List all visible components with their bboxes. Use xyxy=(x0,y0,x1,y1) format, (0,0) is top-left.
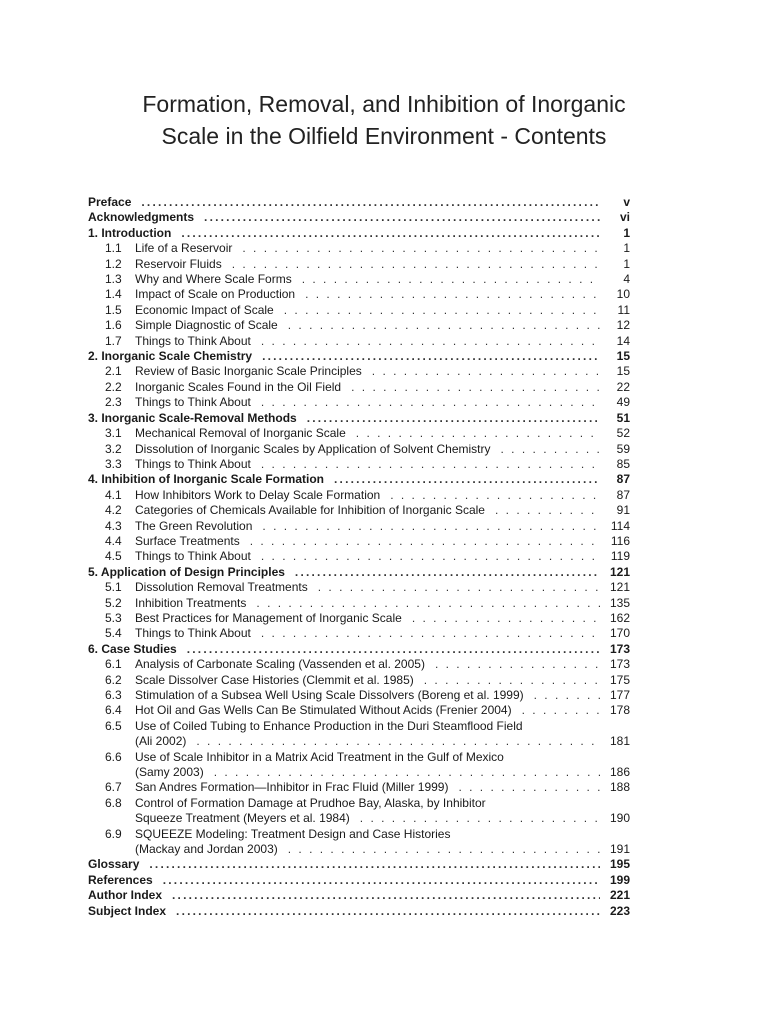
toc-section-row[interactable] xyxy=(88,380,630,395)
toc-entry-title: Best Practices for Management of Inorganic Scale xyxy=(135,610,402,625)
toc-section-number: 2.3 xyxy=(105,395,122,410)
toc-entry-title: Control of Formation Damage at Prudhoe Bay, Alaska, by Inhibitor xyxy=(135,795,486,810)
toc-section-number: 4.5 xyxy=(105,549,122,564)
toc-entry-title: Inhibition Treatments xyxy=(135,595,247,610)
toc-section-row[interactable] xyxy=(88,657,630,672)
toc-page-number: 22 xyxy=(616,379,630,394)
toc-page-number: 173 xyxy=(609,641,630,656)
toc-section-row[interactable] xyxy=(88,734,630,749)
toc-chapter-row[interactable] xyxy=(88,210,630,225)
toc-section-number: 6.2 xyxy=(105,672,122,687)
toc-page-number: 87 xyxy=(616,487,630,502)
toc-section-number: 2.2 xyxy=(105,379,122,394)
toc-chapter-row[interactable] xyxy=(88,195,630,210)
toc-page-number: 190 xyxy=(609,811,630,826)
toc-section-row[interactable] xyxy=(88,827,630,842)
toc-page-number: 10 xyxy=(616,287,630,302)
toc-page-number: 175 xyxy=(609,672,630,687)
toc-page-number: 11 xyxy=(617,302,630,317)
toc-entry-title: (Ali 2002) xyxy=(135,734,187,749)
toc-entry-title: 2. Inorganic Scale Chemistry xyxy=(88,349,253,364)
toc-entry-title: 3. Inorganic Scale-Removal Methods xyxy=(88,410,297,425)
toc-section-number: 6.1 xyxy=(105,657,122,672)
toc-section-number: 2.1 xyxy=(105,364,122,379)
toc-section-row[interactable] xyxy=(88,673,630,688)
toc-page-number: 191 xyxy=(609,842,630,857)
toc-section-number: 1.3 xyxy=(105,272,122,287)
toc-chapter-row[interactable] xyxy=(88,857,630,872)
toc-section-row[interactable] xyxy=(88,503,630,518)
toc-section-row[interactable] xyxy=(88,241,630,256)
toc-section-number: 1.5 xyxy=(105,302,122,317)
toc-chapter-row[interactable] xyxy=(88,642,630,657)
toc-page-number: 114 xyxy=(610,518,630,533)
toc-dot-leader xyxy=(534,688,600,703)
title-line-1: Formation, Removal, and Inhibition of Inorganic xyxy=(142,91,626,117)
toc-section-number: 6.9 xyxy=(105,826,122,841)
toc-section-row[interactable] xyxy=(88,811,630,826)
toc-section-row[interactable] xyxy=(88,272,630,287)
toc-dot-leader xyxy=(360,811,600,826)
toc-page-number: 186 xyxy=(609,765,630,780)
toc-chapter-row[interactable] xyxy=(88,565,630,580)
toc-section-number: 4.3 xyxy=(105,518,122,533)
toc-page-number: 177 xyxy=(609,688,630,702)
toc-entry-title: Hot Oil and Gas Wells Can Be Stimulated Without Acids (Frenier 2004) xyxy=(135,703,512,718)
toc-dot-leader xyxy=(435,657,600,672)
toc-entry-title: Dissolution Removal Treatments xyxy=(135,580,308,595)
toc-entry-title: Mechanical Removal of Inorganic Scale xyxy=(135,426,346,441)
toc-section-row[interactable] xyxy=(88,426,630,441)
toc-section-row[interactable] xyxy=(88,626,630,641)
toc-section-row[interactable] xyxy=(88,596,630,611)
toc-entry-title: 6. Case Studies xyxy=(88,641,177,656)
toc-dot-leader xyxy=(412,611,600,626)
page-title xyxy=(0,88,768,152)
toc-page-number: 91 xyxy=(616,503,630,518)
toc-entry-title: Economic Impact of Scale xyxy=(135,302,274,317)
toc-section-row[interactable] xyxy=(88,442,630,457)
toc-page-number: 1 xyxy=(623,225,630,240)
toc-page-number: 59 xyxy=(616,441,630,456)
toc-dot-leader xyxy=(288,842,600,857)
toc-dot-leader xyxy=(232,257,600,272)
toc-entry-title: Life of a Reservoir xyxy=(135,241,233,256)
toc-entry-title: Stimulation of a Subsea Well Using Scale Dissolvers (Boreng et al. 1999) xyxy=(135,688,524,702)
toc-page-number: 14 xyxy=(616,333,630,348)
toc-entry-title: Simple Diagnostic of Scale xyxy=(135,318,278,333)
title-line-2: Scale in the Oilfield Environment - Contents xyxy=(161,123,607,149)
toc-dot-leader xyxy=(181,226,600,241)
toc-entry-title: References xyxy=(88,872,153,887)
toc-section-number: 4.4 xyxy=(105,533,122,548)
toc-section-number: 5.3 xyxy=(105,610,122,625)
table-of-contents xyxy=(88,195,630,919)
toc-page-number: 1 xyxy=(623,256,630,271)
toc-section-number: 4.1 xyxy=(105,487,122,502)
toc-section-row[interactable] xyxy=(88,703,630,718)
toc-section-number: 5.2 xyxy=(105,595,122,610)
toc-chapter-row[interactable] xyxy=(88,411,630,426)
toc-page-number: v xyxy=(623,195,630,209)
toc-page-number: 85 xyxy=(616,456,630,471)
toc-chapter-row[interactable] xyxy=(88,349,630,364)
toc-section-row[interactable] xyxy=(88,457,630,472)
toc-dot-leader xyxy=(295,565,600,580)
toc-dot-leader xyxy=(390,488,600,503)
toc-chapter-row[interactable] xyxy=(88,472,630,487)
toc-entry-title: 4. Inhibition of Inorganic Scale Formation xyxy=(88,472,325,487)
toc-entry-title: Use of Coiled Tubing to Enhance Production in the Duri Steamflood Field xyxy=(135,718,523,733)
toc-section-row[interactable] xyxy=(88,395,630,410)
toc-section-number: 6.4 xyxy=(105,703,122,718)
toc-page-number: 223 xyxy=(609,903,630,918)
toc-entry-title: (Mackay and Jordan 2003) xyxy=(135,842,278,857)
toc-dot-leader xyxy=(163,873,600,888)
toc-entry-title: Why and Where Scale Forms xyxy=(135,272,292,287)
toc-entry-title: Preface xyxy=(88,195,132,209)
toc-entry-title: Impact of Scale on Production xyxy=(135,287,296,302)
toc-dot-leader xyxy=(261,395,600,410)
toc-section-number: 4.2 xyxy=(105,503,122,518)
toc-page-number: 221 xyxy=(609,888,630,903)
toc-dot-leader xyxy=(372,364,600,379)
toc-section-row[interactable] xyxy=(88,611,630,626)
toc-page-number: 52 xyxy=(616,426,630,441)
toc-dot-leader xyxy=(458,780,600,795)
toc-section-row[interactable] xyxy=(88,287,630,302)
toc-entry-title: Surface Treatments xyxy=(135,533,240,548)
toc-entry-title: Analysis of Carbonate Scaling (Vassenden et al. 2005) xyxy=(135,657,425,672)
toc-section-row[interactable] xyxy=(88,519,630,534)
toc-dot-leader xyxy=(305,287,600,302)
toc-dot-leader xyxy=(288,318,600,333)
toc-section-number: 3.2 xyxy=(105,441,122,456)
toc-page-number: 178 xyxy=(609,703,630,718)
toc-section-number: 6.6 xyxy=(105,749,122,764)
toc-entry-title: Use of Scale Inhibitor in a Matrix Acid Treatment in the Gulf of Mexico xyxy=(135,749,504,764)
toc-dot-leader xyxy=(284,303,600,318)
toc-page-number: 135 xyxy=(609,595,630,610)
toc-dot-leader xyxy=(334,472,600,487)
toc-dot-leader xyxy=(261,549,600,564)
toc-entry-title: 5. Application of Design Principles xyxy=(88,564,285,579)
toc-entry-title: Things to Think About xyxy=(135,626,251,641)
toc-page-number: 119 xyxy=(610,549,630,564)
toc-section-number: 5.4 xyxy=(105,626,122,641)
toc-dot-leader xyxy=(187,642,600,657)
toc-section-row[interactable] xyxy=(88,549,630,564)
toc-dot-leader xyxy=(204,210,600,225)
toc-page-number: 162 xyxy=(609,610,630,625)
toc-page-number: 1 xyxy=(623,241,630,256)
toc-entry-title: Acknowledgments xyxy=(88,210,195,225)
toc-chapter-row[interactable] xyxy=(88,904,630,919)
toc-dot-leader xyxy=(141,195,600,210)
toc-entry-title: Things to Think About xyxy=(135,456,251,471)
toc-dot-leader xyxy=(256,596,600,611)
toc-entry-title: Subject Index xyxy=(88,903,167,918)
toc-dot-leader xyxy=(356,426,600,441)
toc-page-number: 15 xyxy=(616,364,630,379)
toc-dot-leader xyxy=(242,241,600,256)
toc-page-number: 116 xyxy=(610,533,630,548)
toc-entry-title: Glossary xyxy=(88,857,140,872)
toc-dot-leader xyxy=(318,580,600,595)
toc-section-number: 1.2 xyxy=(105,256,122,271)
toc-section-number: 5.1 xyxy=(105,580,122,595)
toc-dot-leader xyxy=(172,888,600,903)
toc-dot-leader xyxy=(262,519,600,534)
toc-chapter-row[interactable] xyxy=(88,226,630,241)
toc-section-row[interactable] xyxy=(88,688,630,703)
toc-dot-leader xyxy=(302,272,600,287)
toc-entry-title: Scale Dissolver Case Histories (Clemmit et al. 1985) xyxy=(135,672,414,687)
toc-section-row[interactable] xyxy=(88,488,630,503)
toc-section-row[interactable] xyxy=(88,334,630,349)
toc-page-number: 12 xyxy=(616,318,630,333)
toc-dot-leader xyxy=(307,411,600,426)
toc-entry-title: Categories of Chemicals Available for Inhibition of Inorganic Scale xyxy=(135,503,485,518)
toc-dot-leader xyxy=(424,673,600,688)
toc-section-row[interactable] xyxy=(88,257,630,272)
toc-page-number: vi xyxy=(619,210,630,225)
toc-section-row[interactable] xyxy=(88,580,630,595)
toc-dot-leader xyxy=(351,380,600,395)
toc-section-number: 1.4 xyxy=(105,287,122,302)
toc-dot-leader xyxy=(149,857,600,872)
toc-section-number: 6.7 xyxy=(105,780,122,795)
toc-entry-title: Things to Think About xyxy=(135,333,251,348)
toc-section-number: 6.3 xyxy=(105,688,122,702)
toc-entry-title: Review of Basic Inorganic Scale Principles xyxy=(135,364,362,379)
toc-dot-leader xyxy=(495,503,600,518)
toc-page-number: 15 xyxy=(616,349,630,364)
toc-entry-title: Dissolution of Inorganic Scales by Application of Solvent Chemistry xyxy=(135,441,491,456)
toc-entry-title: How Inhibitors Work to Delay Scale Formation xyxy=(135,487,381,502)
toc-section-row[interactable] xyxy=(88,842,630,857)
toc-dot-leader xyxy=(176,904,600,919)
toc-section-row[interactable] xyxy=(88,318,630,333)
toc-section-number: 1.6 xyxy=(105,318,122,333)
toc-entry-title: Things to Think About xyxy=(135,549,251,564)
toc-page-number: 170 xyxy=(609,626,630,641)
toc-dot-leader xyxy=(214,765,600,780)
toc-entry-title: The Green Revolution xyxy=(135,518,253,533)
toc-page-number: 51 xyxy=(616,410,630,425)
toc-dot-leader xyxy=(261,626,600,641)
toc-entry-title: (Samy 2003) xyxy=(135,765,204,780)
toc-chapter-row[interactable] xyxy=(88,888,630,903)
toc-entry-title: Things to Think About xyxy=(135,395,251,410)
toc-section-number: 1.1 xyxy=(105,241,122,256)
toc-page-number: 121 xyxy=(609,564,630,579)
toc-page-number: 195 xyxy=(609,857,630,872)
toc-entry-title: San Andres Formation—Inhibitor in Frac Fluid (Miller 1999) xyxy=(135,780,449,795)
toc-section-number: 6.5 xyxy=(105,718,122,733)
toc-section-row[interactable] xyxy=(88,719,630,734)
toc-page-number: 49 xyxy=(616,395,630,410)
toc-entry-title: Squeeze Treatment (Meyers et al. 1984) xyxy=(135,811,350,826)
toc-page-number: 181 xyxy=(609,734,630,749)
toc-dot-leader xyxy=(522,703,600,718)
toc-page-number: 87 xyxy=(616,472,630,487)
toc-section-row[interactable] xyxy=(88,765,630,780)
toc-entry-title: SQUEEZE Modeling: Treatment Design and Case Histories xyxy=(135,826,451,841)
toc-section-number: 6.8 xyxy=(105,795,122,810)
toc-section-row[interactable] xyxy=(88,303,630,318)
toc-section-row[interactable] xyxy=(88,780,630,795)
toc-section-row[interactable] xyxy=(88,796,630,811)
toc-dot-leader xyxy=(261,457,600,472)
toc-section-number: 3.3 xyxy=(105,456,122,471)
toc-section-row[interactable] xyxy=(88,534,630,549)
toc-page-number: 121 xyxy=(609,580,630,595)
toc-section-number: 3.1 xyxy=(105,426,122,441)
toc-dot-leader xyxy=(261,334,600,349)
toc-page-number: 4 xyxy=(623,272,630,287)
toc-dot-leader xyxy=(262,349,600,364)
toc-dot-leader xyxy=(250,534,600,549)
toc-dot-leader xyxy=(501,442,600,457)
toc-page-number: 199 xyxy=(609,872,630,887)
toc-chapter-row[interactable] xyxy=(88,873,630,888)
toc-entry-title: Inorganic Scales Found in the Oil Field xyxy=(135,379,342,394)
toc-section-number: 1.7 xyxy=(105,333,122,348)
toc-page-number: 173 xyxy=(609,657,630,672)
toc-section-row[interactable] xyxy=(88,364,630,379)
toc-entry-title: Reservoir Fluids xyxy=(135,256,222,271)
toc-section-row[interactable] xyxy=(88,750,630,765)
toc-entry-title: 1. Introduction xyxy=(88,225,172,240)
toc-dot-leader xyxy=(196,734,600,749)
toc-page-number: 188 xyxy=(609,780,630,795)
toc-entry-title: Author Index xyxy=(88,888,162,903)
